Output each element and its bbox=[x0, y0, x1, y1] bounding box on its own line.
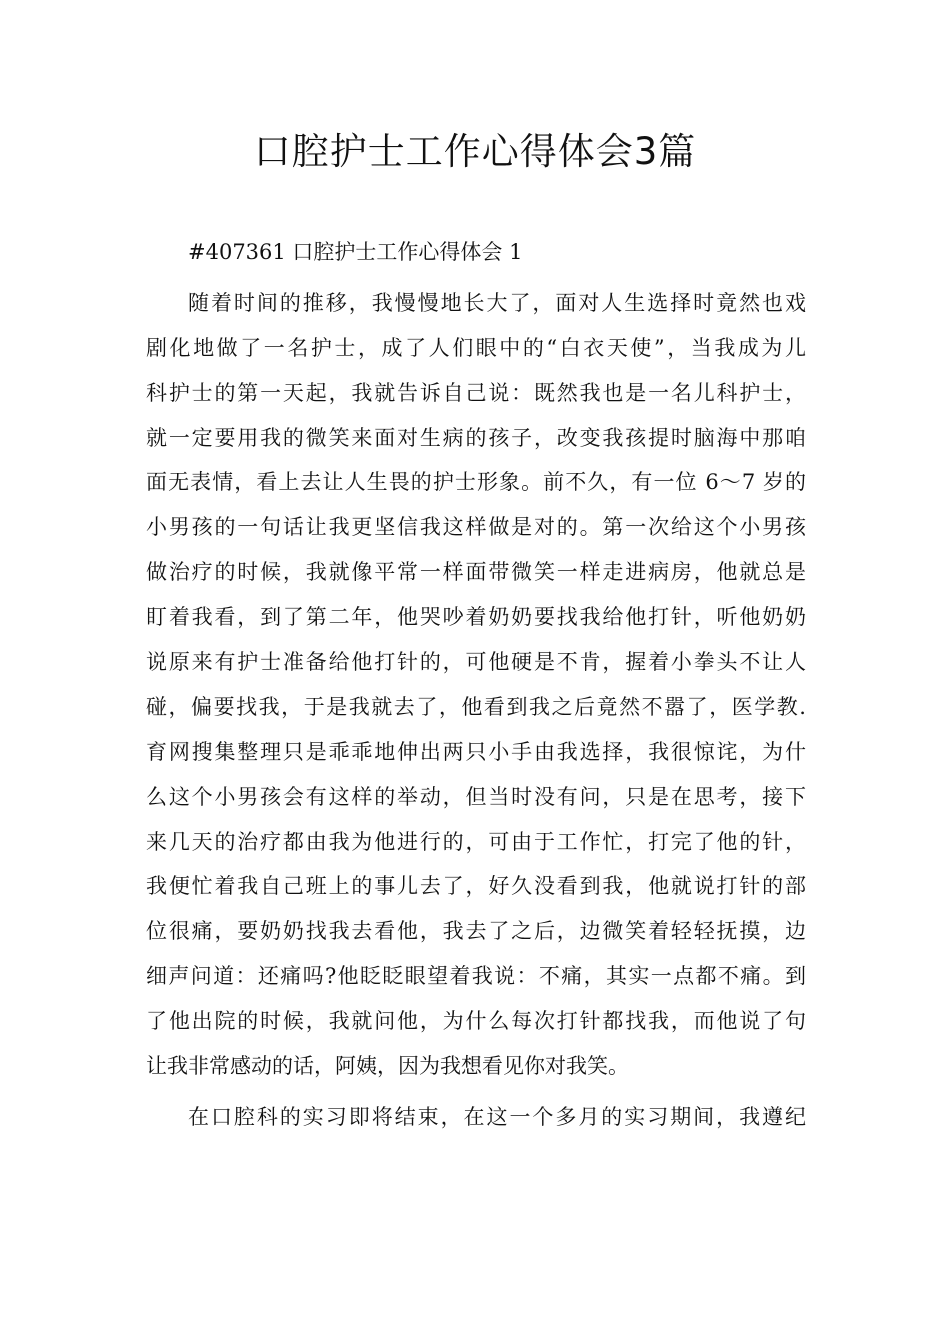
paragraph-line: 剧化地做了一名护士，成了人们眼中的“白衣天使”，当我成为儿 bbox=[146, 335, 806, 360]
paragraph-line: 面无表情，看上去让人生畏的护士形象。前不久，有一位 6～7 岁的 bbox=[146, 470, 806, 495]
paragraph-line: 说原来有护士准备给他打针的，可他硬是不肯，握着小拳头不让人 bbox=[146, 650, 806, 675]
paragraph-line: 么这个小男孩会有这样的举动，但当时没有问，只是在思考，接下 bbox=[146, 784, 806, 809]
paragraph-1 bbox=[146, 281, 806, 1089]
paragraph-line: 做治疗的时候，我就像平常一样面带微笑一样走进病房，他就总是 bbox=[146, 560, 806, 585]
paragraph-line: 碰，偏要找我，于是我就去了，他看到我之后竟然不嚣了，医学教. bbox=[146, 694, 806, 719]
paragraph-line: 随着时间的推移，我慢慢地长大了，面对人生选择时竟然也戏 bbox=[188, 290, 806, 315]
paragraph-line: 来几天的治疗都由我为他进行的，可由于工作忙，打完了他的针， bbox=[146, 829, 806, 854]
paragraph-line: 就一定要用我的微笑来面对生病的孩子，改变我孩提时脑海中那咱 bbox=[146, 425, 806, 450]
paragraph-line: 我便忙着我自己班上的事儿去了，好久没看到我，他就说打针的部 bbox=[146, 874, 806, 899]
paragraph-line: 细声问道：还痛吗?他眨眨眼望着我说：不痛，其实一点都不痛。到 bbox=[146, 964, 806, 989]
paragraph-line: 让我非常感动的话，阿姨，因为我想看见你对我笑。 bbox=[146, 1054, 629, 1079]
paragraph-2 bbox=[146, 1095, 806, 1140]
document-body bbox=[146, 230, 806, 1140]
paragraph-line: 小男孩的一句话让我更坚信我这样做是对的。第一次给这个小男孩 bbox=[146, 515, 806, 540]
paragraph-line: 了他出院的时候，我就问他，为什么每次打针都找我，而他说了句 bbox=[146, 1009, 806, 1034]
paragraph-line: 盯着我看，到了第二年，他哭吵着奶奶要找我给他打针，听他奶奶 bbox=[146, 605, 806, 630]
paragraph-line: 育网搜集整理只是乖乖地伸出两只小手由我选择，我很惊诧，为什 bbox=[146, 739, 806, 764]
paragraph-line: 位很痛，要奶奶找我去看他，我去了之后，边微笑着轻轻抚摸，边 bbox=[146, 919, 806, 944]
section-heading: #407361 口腔护士工作心得体会 1 bbox=[188, 240, 523, 264]
document-title: 口腔护士工作心得体会3篇 bbox=[253, 130, 697, 173]
paragraph-line: 科护士的第一天起，我就告诉自己说：既然我也是一名儿科护士， bbox=[146, 380, 806, 405]
paragraph-line: 在口腔科的实习即将结束，在这一个多月的实习期间，我遵纪 bbox=[188, 1104, 806, 1129]
